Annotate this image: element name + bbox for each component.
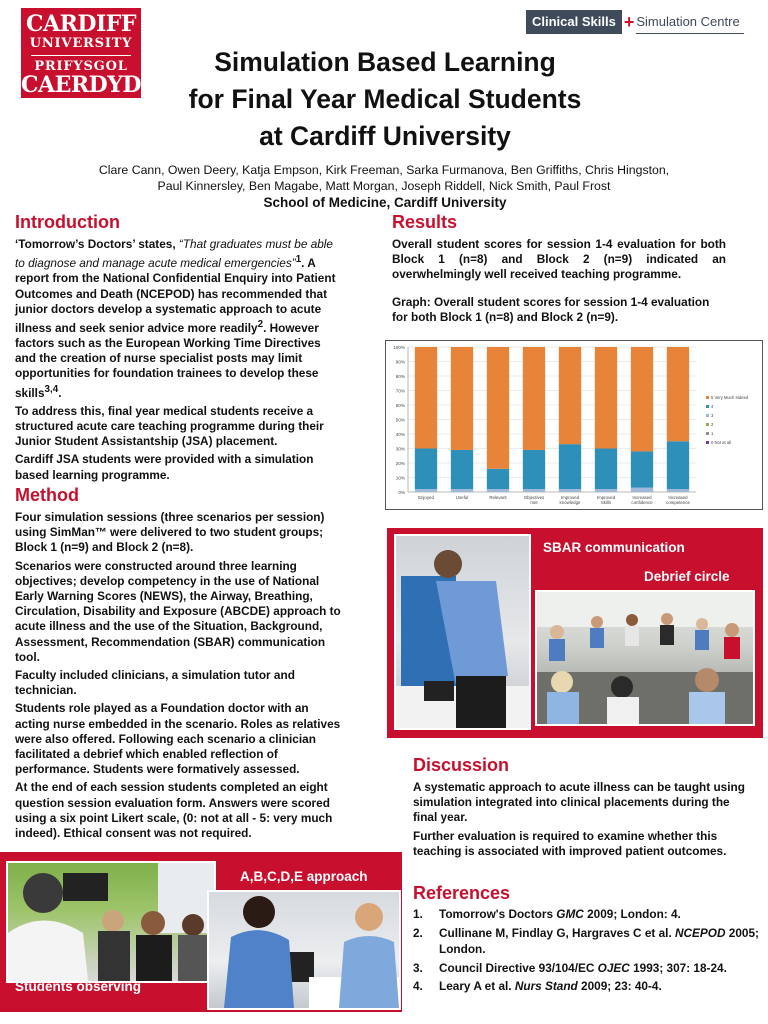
bar-segment <box>631 347 653 451</box>
cross-icon: + <box>623 12 635 32</box>
badge-simulation-centre: Simulation Centre <box>636 11 743 34</box>
results-graph-caption: Graph: Overall student scores for session 1-4 evaluation for both Block 1 (n=8) and Block 2 (n=9). <box>392 294 710 324</box>
reference-journal: OJEC <box>597 960 630 975</box>
observing-photo-illustration <box>8 863 214 981</box>
bar-segment <box>415 489 437 492</box>
x-tick-label: met <box>530 500 538 505</box>
y-tick-label: 100% <box>393 345 405 350</box>
legend-swatch <box>706 396 709 399</box>
y-tick-label: 90% <box>395 359 405 365</box>
bar-segment <box>523 489 545 492</box>
reference-journal: NCEPOD <box>675 925 726 940</box>
debrief-caption: Debrief circle <box>644 569 730 584</box>
intro-citation-1: 1 <box>295 254 302 266</box>
person-head-shape <box>434 550 462 578</box>
observer-3-head-shape <box>182 914 204 936</box>
x-tick-label: Improved <box>596 495 616 500</box>
bar-segment <box>667 441 689 489</box>
abcde-photo <box>207 890 401 1010</box>
cardiff-university-logo <box>21 8 141 98</box>
method-paragraph-3: Faculty included clinicians, a simulation tutor and technician. <box>15 668 295 698</box>
poster-title <box>150 44 620 155</box>
y-tick-label: 70% <box>395 388 405 394</box>
reference-number: 1. <box>413 907 423 921</box>
legend-label: 0 Not at all <box>711 440 732 445</box>
sbar-photo-illustration <box>396 536 529 728</box>
discussion-body <box>413 780 753 862</box>
y-tick-label: 50% <box>395 417 405 423</box>
logo-line-4: CAERDYD <box>21 72 141 98</box>
bar-segment <box>595 489 617 492</box>
method-paragraph-4: Students role played as a Foundation doctor with an acting nurse embedded in the scenario. Roles as relatives were also offered. Following each scenario a clinician facilitated a debrief which enabled reflection of performance. Students were formatively assessed. <box>15 701 341 777</box>
school-affiliation: School of Medicine, Cardiff University <box>263 195 507 210</box>
title-line-3: at Cardiff University <box>259 121 511 151</box>
reference-text: Cullinane M, Findlay G, Hargraves C et al. <box>439 925 676 940</box>
discussion-heading: Discussion <box>413 755 510 775</box>
logo-line-3: PRIFYSGOL <box>34 59 128 74</box>
reference-text: Tomorrow's Doctors <box>439 907 557 921</box>
bar-segment <box>523 347 545 450</box>
observer-head-shape <box>102 910 124 932</box>
intro-quote: “That graduates must be able to diagnose and manage acute medical emergencies” <box>15 237 333 271</box>
legend-label: 2 <box>711 422 714 427</box>
doctor-shirt-shape <box>224 930 294 1008</box>
student-head-shape <box>23 873 63 913</box>
reference-details: 1993; 307: 18-24. <box>629 960 727 975</box>
bar-segment <box>487 489 509 492</box>
legend-swatch <box>706 405 709 408</box>
x-tick-label: confidence <box>631 500 653 505</box>
y-tick-label: 0% <box>398 490 405 495</box>
bar-segment <box>523 450 545 489</box>
x-tick-label: competence <box>666 500 690 505</box>
debrief-photo <box>535 590 755 726</box>
observer-2-head-shape <box>141 911 165 935</box>
legend-swatch <box>706 414 709 417</box>
bar-segment <box>559 444 581 489</box>
bar-segment <box>451 450 473 489</box>
reference-number: 3. <box>413 960 423 975</box>
reference-item-3 <box>413 960 763 977</box>
reference-number: 4. <box>413 979 423 993</box>
introduction-paragraph-2: To address this, final year medical students receive a structured acute care teaching programme during their Junior Student Assistantship (JSA) placement. <box>15 403 324 449</box>
title-line-1: Simulation Based Learning <box>214 47 556 77</box>
bar-segment <box>667 347 689 441</box>
debrief-photo-illustration <box>537 592 753 724</box>
legend-label: 1 <box>711 431 714 436</box>
students-observing-photo <box>6 861 216 983</box>
observer-3-body-shape <box>178 935 210 981</box>
bar-segment <box>559 347 581 444</box>
y-tick-label: 10% <box>395 475 405 481</box>
bar-segment <box>451 489 473 492</box>
logo-line-2: UNIVERSITY <box>29 36 133 51</box>
authors-line-1: Clare Cann, Owen Deery, Katja Empson, Kirk Freeman, Sarka Furmanova, Ben Griffiths, Chris Hingston, <box>98 163 670 177</box>
y-tick-label: 30% <box>395 446 405 452</box>
abcde-photo-illustration <box>209 892 399 1008</box>
bar-segment <box>631 451 653 487</box>
intro-text-b: . A report from the National Confidential Enquiry into Patient Outcomes and Death (NCEPOD) has recommended that junior doctors develop a systematic approach to acute illness and seek senior advice more readily <box>15 256 336 335</box>
introduction-paragraph-3: Cardiff JSA students were provided with a simulation based learning programme. <box>15 452 314 482</box>
clinical-skills-badge <box>526 10 744 34</box>
observer-2-body-shape <box>136 935 172 981</box>
legend-label: 5 Very Much Indeed <box>711 395 749 400</box>
discussion-paragraph-1: A systematic approach to acute illness can be taught using simulation integrated into clinical placements during the final year. <box>413 780 745 825</box>
intro-citation-2: 2 <box>257 318 264 330</box>
intro-text-c: . However factors such as the European Working Time Directives and the creation of nurse specialist posts may limit opportunities for foundation trainees to develop these skills <box>15 320 321 400</box>
legend-label: 4 <box>711 404 714 409</box>
results-paragraph-1: Overall student scores for session 1-4 evaluation for both Block 1 (n=8) and Block 2 (n=9) indicated an overwhelmingly well received teaching programme. <box>392 237 726 282</box>
y-tick-label: 60% <box>395 403 405 408</box>
introduction-body <box>15 237 343 486</box>
legend-label: 3 <box>711 413 714 418</box>
y-tick-label: 80% <box>395 374 405 379</box>
title-line-2: for Final Year Medical Students <box>188 84 582 114</box>
method-heading: Method <box>15 485 79 505</box>
bar-segment <box>415 347 437 449</box>
reference-details: 2005; London. <box>439 925 759 956</box>
x-tick-label: Useful <box>455 495 469 500</box>
observing-caption: Students observing <box>15 979 142 994</box>
results-chart <box>385 340 763 510</box>
wall-shape <box>537 592 753 627</box>
bar-segment <box>667 489 689 492</box>
authors-line-2: Paul Kinnersley, Ben Magabe, Matt Morgan, Joseph Riddell, Nick Smith, Paul Frost <box>157 179 611 193</box>
x-tick-label: Improved <box>560 495 580 500</box>
student-shirt-shape <box>8 921 88 982</box>
reference-item-2 <box>413 925 763 958</box>
method-paragraph-1: Four simulation sessions (three scenarios per session) using SimMan™ were delivered to two student groups; Block 1 (n=9) and Block 2 (n=8). <box>15 510 325 555</box>
bar-segment <box>451 347 473 450</box>
reference-text: Council Directive 93/104/EC <box>439 960 598 975</box>
bar-segment <box>415 449 437 490</box>
bar-segment <box>559 489 581 492</box>
logo-line-1: CARDIFF <box>26 11 136 37</box>
introduction-paragraph-1 <box>15 237 343 401</box>
y-tick-label: 40% <box>395 432 405 437</box>
reference-journal: GMC <box>556 907 584 921</box>
references-heading: References <box>413 883 511 903</box>
sbar-photo <box>394 534 531 730</box>
x-tick-label: Increased <box>632 495 652 500</box>
bar-segment <box>595 449 617 490</box>
person-trousers-shape <box>456 676 506 728</box>
legend-swatch <box>706 432 709 435</box>
stacked-bar-chart <box>386 341 762 509</box>
y-tick-label: 20% <box>395 461 405 466</box>
reference-details: 2009; London: 4. <box>583 907 681 921</box>
intro-citation-3: 3,4 <box>44 383 59 395</box>
results-body <box>392 237 726 328</box>
method-paragraph-5: At the end of each session students completed an eight question session evaluation form. Answers were scored using a six point Likert scale, (0: not at all - 5: very much indeed). Ethical consent was not required. <box>15 780 333 841</box>
observer-body-shape <box>98 931 130 981</box>
x-tick-label: knowledge <box>559 500 581 505</box>
bar-segment <box>631 488 653 492</box>
legend-swatch <box>706 423 709 426</box>
bar-segment <box>487 347 509 469</box>
bar-segment <box>487 469 509 489</box>
author-list <box>60 162 708 194</box>
monitor-shape <box>63 873 108 901</box>
discussion-paragraph-2: Further evaluation is required to examine whether this teaching is associated with improved patient outcomes. <box>413 828 727 858</box>
intro-text-a: ‘Tomorrow’s Doctors’ states, <box>15 237 179 251</box>
references-list <box>413 906 763 997</box>
x-tick-label: Enjoyed <box>418 495 434 500</box>
reference-text: Leary A et al. <box>439 979 515 993</box>
sbar-caption: SBAR communication <box>543 540 685 555</box>
reference-item-4 <box>413 978 763 995</box>
reference-journal: Nurs Stand <box>514 979 578 993</box>
badge-clinical-skills: Clinical Skills <box>526 10 622 34</box>
abcde-caption: A,B,C,D,E approach <box>240 869 368 884</box>
introduction-heading: Introduction <box>15 212 120 232</box>
method-body <box>15 510 343 844</box>
reference-details: 2009; 23: 40-4. <box>577 979 662 993</box>
reference-number: 2. <box>413 925 423 940</box>
doctor-head-shape <box>243 896 275 928</box>
logo-divider <box>31 55 131 56</box>
x-tick-label: Skills <box>600 500 612 505</box>
abcde-observing-panel <box>0 852 402 1012</box>
legend-swatch <box>706 441 709 444</box>
x-tick-label: Increased <box>668 495 688 500</box>
x-tick-label: Relevant <box>489 495 507 500</box>
bar-segment <box>595 347 617 449</box>
telephone-shape <box>424 681 454 701</box>
intro-text-d: . <box>58 385 62 400</box>
method-paragraph-2: Scenarios were constructed around three learning objectives; develop competency in the use of National Early Warning Scores (NEWS), the Airway, Breathing, Circulation, Disability and Exposure (ABCDE) approach to acute illness and the use of the Situation, Background, Assessment, Recommendation (SBAR) communication tool. <box>15 558 341 664</box>
results-heading: Results <box>392 212 458 232</box>
reference-item-1 <box>413 906 763 923</box>
sbar-debrief-panel <box>387 528 763 738</box>
nurse-uniform-shape <box>339 936 399 1008</box>
nurse-head-shape <box>355 903 383 931</box>
x-tick-label: Objectives <box>523 495 545 500</box>
